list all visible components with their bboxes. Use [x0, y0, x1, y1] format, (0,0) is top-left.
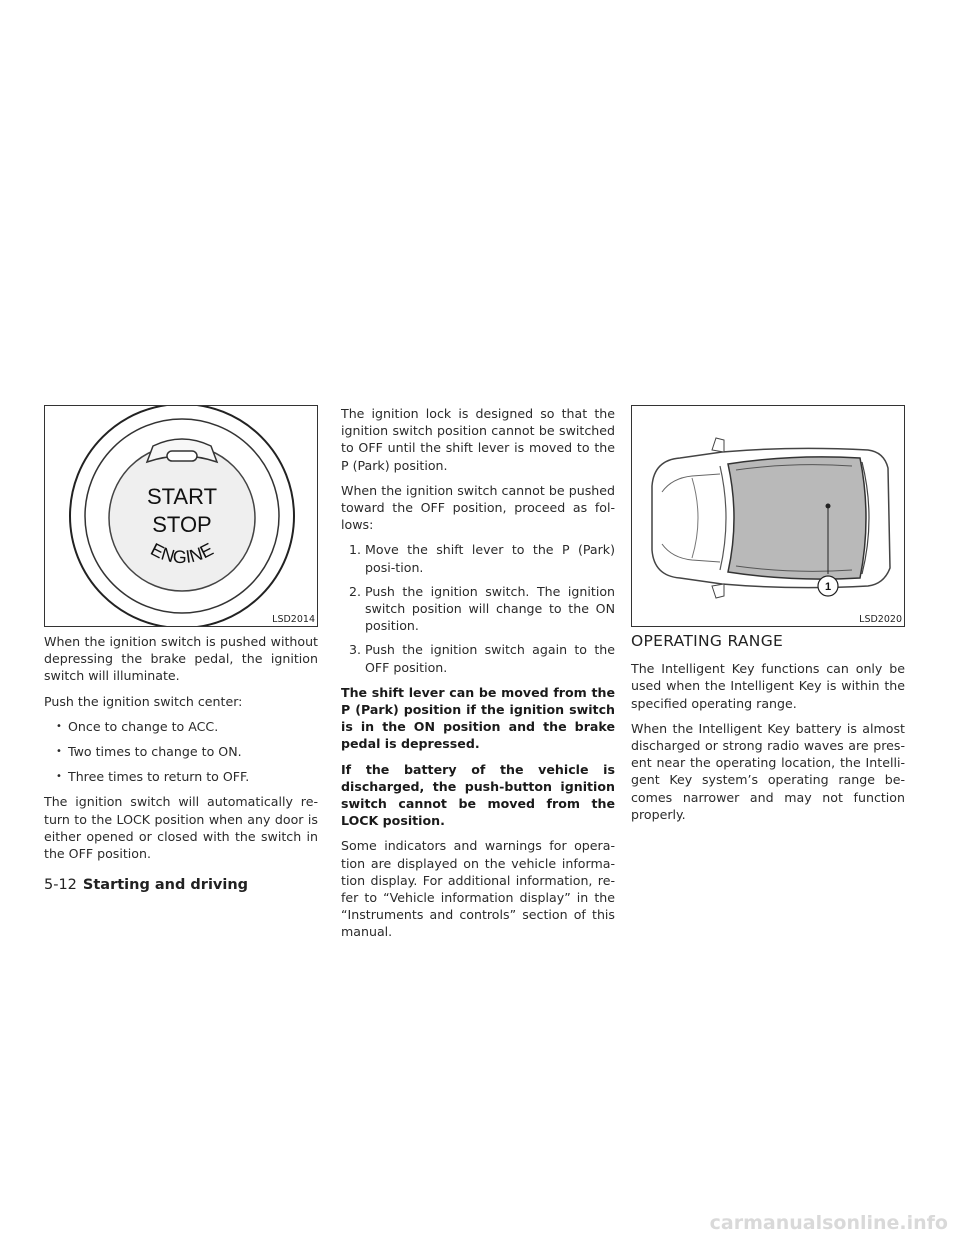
- step-list: [341, 541, 615, 675]
- figure-code: LSD2014: [272, 614, 315, 625]
- paragraph: The ignition switch will automatically re-turn to the LOCK position when any door is either opened or closed with the switch in the OFF position.: [44, 794, 318, 862]
- list-item: • Once to change to ACC.: [44, 718, 318, 735]
- page-footer: [44, 877, 248, 893]
- figure-code: LSD2020: [859, 614, 902, 625]
- callout-number: 1: [824, 581, 832, 593]
- list-item: • Two times to change to ON.: [44, 743, 318, 760]
- section-title: Starting and driving: [82, 877, 249, 893]
- figure-operating-range: [631, 405, 905, 627]
- list-item: • Three times to return to OFF.: [44, 768, 318, 785]
- paragraph: The Intelligent Key functions can only be used when the Intelligent Key is within the specified operating range.: [631, 661, 905, 711]
- button-text-engine: ENGINE: [147, 539, 217, 568]
- step-number: 3.: [349, 642, 362, 658]
- start-stop-button-illustration: [45, 406, 318, 627]
- bullet-list: [44, 718, 318, 786]
- vehicle-top-view-illustration: [632, 406, 905, 627]
- column-left: [44, 405, 318, 870]
- step-text: Push the ignition switch again to the OFF position.: [365, 642, 615, 675]
- list-item: [341, 641, 615, 675]
- step-number: 1.: [349, 542, 362, 558]
- list-item: [341, 541, 615, 575]
- column-middle: [341, 405, 615, 949]
- paragraph: When the ignition switch is pushed without depressing the brake pedal, the ignition switch will illuminate.: [44, 634, 318, 684]
- button-text-stop: STOP: [152, 512, 212, 537]
- column-right: [631, 405, 905, 831]
- paragraph: When the Intelligent Key battery is almost discharged or strong radio waves are pres-ent near the operating location, the Intelli-gent Key system’s operating range be-comes narrower and may not function properly.: [631, 720, 905, 822]
- bold-note: The shift lever can be moved from the P (Park) position if the ignition switch is in the ON position and the brake pedal is depressed.: [341, 684, 615, 752]
- button-text-start: START: [146, 484, 218, 509]
- bold-note: If the battery of the vehicle is discharged, the push-button ignition switch cannot be moved from the LOCK position.: [341, 761, 615, 829]
- paragraph: When the ignition switch cannot be pushed toward the OFF position, proceed as fol-lows:: [341, 482, 615, 533]
- step-text: Move the shift lever to the P (Park) posi-tion.: [365, 542, 615, 575]
- list-item: [341, 583, 615, 635]
- paragraph: Some indicators and warnings for opera-tion are displayed on the vehicle informa-tion display. For additional information, re-fer to “Vehicle information display” in the “Instruments and controls” section of this manual.: [341, 838, 615, 940]
- figure-start-stop-button: [44, 405, 318, 627]
- section-heading: OPERATING RANGE: [631, 632, 784, 650]
- step-text: Push the ignition switch. The ignition switch position will change to the ON position.: [365, 583, 615, 634]
- step-number: 2.: [349, 583, 362, 599]
- paragraph: Push the ignition switch center:: [44, 693, 243, 709]
- page-number: 5-12: [44, 877, 77, 893]
- watermark: carmanualsonline.info: [709, 1212, 948, 1234]
- paragraph: The ignition lock is designed so that the ignition switch position cannot be switched to OFF until the shift lever is moved to the P (Park) position.: [341, 406, 615, 473]
